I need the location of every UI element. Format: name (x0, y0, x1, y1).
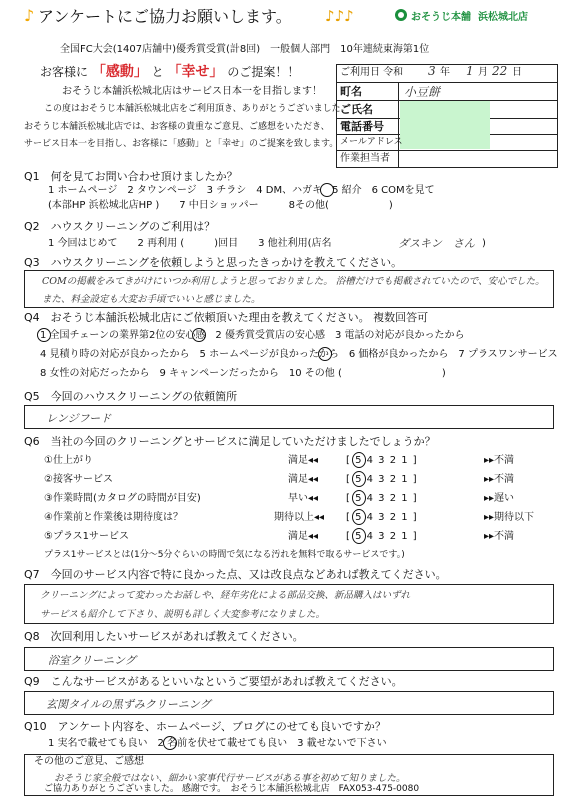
year-unit: 年 (440, 67, 450, 78)
q1-title: Q1 何を見てお問い合わせ頂けましたか？ (24, 170, 238, 183)
intro-line-1: おそうじ本舗浜松城北店はサービス日本一を目指します！ (62, 86, 322, 97)
q2-close: ) (482, 238, 486, 249)
q6-rating-mark (352, 452, 366, 468)
q4-mark-1 (37, 328, 51, 342)
q4-line2: 4 見積り時の対応が良かったから 5 ホームページが良かったから 6 価格が良かったから 7 プラスワンサービス (40, 349, 558, 360)
q6-row-scale: [ 5 4 3 2 1 ] (346, 455, 418, 466)
q6-row-right: ▸▸不満 (484, 455, 515, 466)
q6-row-scale: [ 5 4 3 2 1 ] (346, 493, 418, 504)
q10-options: 1 実名で載せても良い 2 名前を伏せて載せても良い 3 載せないで下さい (48, 738, 387, 749)
q4-line1: 1 全国チェーンの業界第2位の安心感 2 優秀賞受賞店の安心感 3 電話の対応が良かったから (40, 330, 465, 341)
other-title: その他のご意見、ご感想 (34, 756, 144, 767)
q10-title: Q10 アンケート内容を、ホームページ、ブログにのせても良いですか？ (24, 720, 386, 733)
q3-answer-line1: COMの掲載をみてきがけにいつか利用しようと思っておりました。 浴槽だけでも掲載されていたので、安心でした。 (42, 276, 545, 287)
phone-label: 電話番号 (340, 120, 384, 133)
q6-row-right: ▸▸不満 (484, 531, 515, 542)
proposal-prefix: お客様に (40, 65, 89, 79)
proposal-and: と (151, 65, 164, 79)
brand-name: おそうじ本舗 (411, 12, 471, 23)
q6-rating-mark (352, 471, 366, 487)
q10-selected-mark (163, 736, 177, 750)
q6-row-left: 期待以上◂◂ (274, 512, 325, 523)
q9-title: Q9 こんなサービスがあるといいなというご要望があれば教えてください。 (24, 675, 403, 688)
q6-rating-mark (352, 509, 366, 525)
q4-mark-6 (318, 347, 332, 361)
q6-row-right: ▸▸不満 (484, 474, 515, 485)
month-unit: 月 (478, 67, 488, 78)
q6-plus-note: プラス1サービスとは(1分～5分ぐらいの時間で気になる汚れを無料で取るサービスです。) (44, 550, 405, 560)
q7-answer-line2: サービスも紹介して下さり、説明も詳しく大変参考になりました。 (40, 609, 326, 620)
q2-title: Q2 ハウスクリーニングのご利用は？ (24, 220, 216, 233)
page-title: アンケートにご協力お願いします。 (38, 7, 292, 26)
q4-title: Q4 おそうじ本舗浜松城北店にご依頼頂いた理由を教えてください。 複数回答可 (24, 311, 429, 324)
usage-date-label: ご利用日 令和 (340, 67, 404, 78)
q7-answer-line1: クリーニングによって変わったお話しや、経年劣化による部品交換、新品購入はいずれ (40, 590, 411, 601)
q4-mark-2 (192, 328, 206, 342)
q5-answer: レンジフード (46, 412, 112, 425)
usage-year: 3 (428, 64, 436, 78)
q6-row-label: ④作業前と作業後は期待度は？ (44, 512, 183, 523)
q3-title: Q3 ハウスクリーニングを依頼しようと思ったきっかけを教えてください。 (24, 256, 403, 269)
usage-day: 22 (492, 64, 508, 78)
q6-row-scale: [ 5 4 3 2 1 ] (346, 474, 418, 485)
proposal-shiawase: 「幸せ」 (167, 64, 224, 80)
q6-row-left: 満足◂◂ (288, 455, 319, 466)
intro-line-2: この度はおそうじ本舗浜松城北店をご利用頂き、ありがとうございました。 (44, 104, 350, 114)
name-label: ご氏名 (340, 103, 373, 116)
q6-row-left: 満足◂◂ (288, 531, 319, 542)
q1-selected-mark (320, 183, 334, 197)
q6-rating-mark (352, 528, 366, 544)
q8-title: Q8 次回利用したいサービスがあれば教えてください。 (24, 630, 304, 643)
q2-options: 1 今回はじめて 2 再利用 ( )回目 3 他社利用(店名 (48, 238, 332, 249)
q9-answer: 玄関タイルの黒ずみクリーニング (46, 698, 211, 711)
q4-line3: 8 女性の対応だったから 9 キャンペーンだったから 10 その他 ( ) (40, 368, 446, 379)
q3-answer-line2: また、料金設定も大変お手頃でいいと感じました。 (42, 294, 261, 305)
q6-row-label: ②接客サービス (44, 474, 113, 485)
intro-line-4: サービス日本一を目指し、お客様に「感動」と「幸せ」のご提案を致します。 (24, 139, 339, 149)
intro-line-3: おそうじ本舗浜松城北店では、お客様の貴重なご意見、ご感想をいただき、 (24, 122, 330, 132)
q6-row-right: ▸▸期待以下 (484, 512, 535, 523)
q2-answer: ダスキン さん (398, 237, 475, 250)
q6-rating-mark (352, 490, 366, 506)
q6-row-right: ▸▸遅い (484, 493, 515, 504)
proposal-kando: 「感動」 (91, 64, 148, 80)
store-name: 浜松城北店 (478, 12, 528, 23)
usage-month: 1 (466, 64, 474, 78)
q6-row-label: ①仕上がり (44, 455, 93, 466)
brand-icon (394, 8, 408, 22)
q5-title: Q5 今回のハウスクリーニングの依頼箇所 (24, 390, 238, 403)
q6-row-left: 満足◂◂ (288, 474, 319, 485)
thanks-footer: ご協力ありがとうございました。 感謝です。 おそうじ本舗浜松城北店 FAX053-475-0080 (44, 784, 420, 794)
q7-title: Q7 今回のサービス内容で特に良かった点、又は改良点などあれば教えてください。 (24, 568, 447, 581)
q1-options: 1 ホームページ 2 タウンページ 3 チラシ 4 DM、ハガキ 5 紹介 6 COMを見て (48, 185, 435, 196)
name-redaction (400, 101, 490, 149)
q6-row-label: ⑤プラス1サービス (44, 531, 130, 542)
q6-title: Q6 当社の今回のクリーニングとサービスに満足していただけましたでしょうか？ (24, 435, 436, 448)
award-line: 全国FC大会(1407店舗中)優秀賞受賞(計8回) 一般個人部門 10年連続東海第1位 (60, 44, 430, 55)
q1-sub-options: (本部HP 浜松城北店HP ) 7 中日ショッパー 8その他( ) (48, 200, 393, 211)
title-music-icon: ♪ (24, 6, 35, 25)
staff-label: 作業担当者 (340, 153, 390, 164)
q6-row-scale: [ 5 4 3 2 1 ] (346, 512, 418, 523)
q6-row-scale: [ 5 4 3 2 1 ] (346, 531, 418, 542)
proposal-line (40, 64, 299, 80)
mail-label: メールアドレス (340, 137, 403, 147)
day-unit: 日 (512, 67, 522, 78)
brand-logo (394, 6, 554, 24)
proposal-suffix: のご提案！！ (227, 65, 300, 79)
town-label: 町名 (340, 85, 362, 98)
notes-decoration: ♪♪♪ (325, 7, 354, 25)
other-answer: おそうじ家全般ではない、細かい家事代行サービスがある事を初めて知りました。 (54, 773, 406, 784)
town-value: 小豆餅 (404, 85, 441, 99)
q6-row-left: 早い◂◂ (288, 493, 319, 504)
q6-row-label: ③作業時間(カタログの時間が目安) (44, 493, 201, 504)
q8-answer: 浴室クリーニング (48, 654, 136, 667)
